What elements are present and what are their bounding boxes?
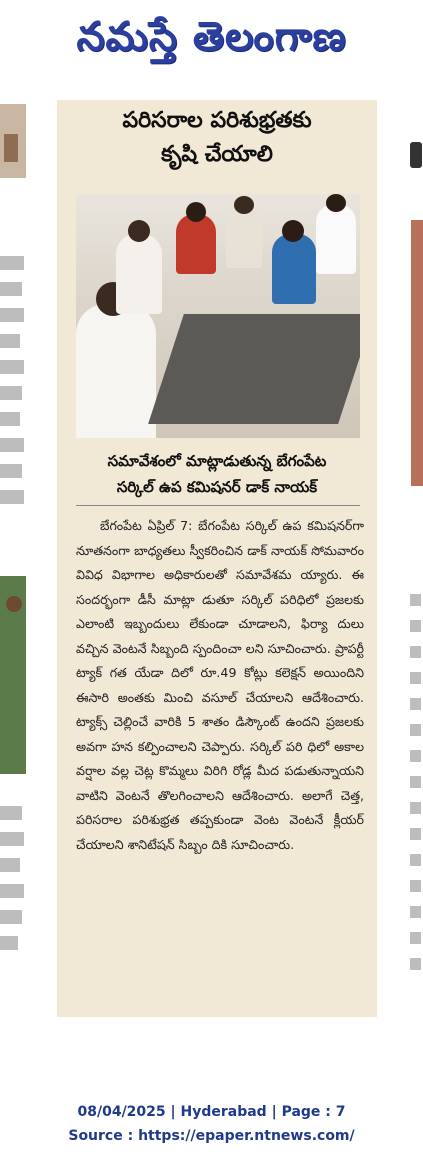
right-adjacent-photo bbox=[411, 220, 423, 486]
article-body: బేగంపేట ఏప్రిల్ 7: బేగంపేట సర్కిల్ ఉప కమిషనర్‌గా నూతనంగా బాధ్యతలు స్వీకరించిన డాక్ నాయక్ సోమవారం వివిధ విభాగాల అధికారులతో సమావేశమ య్యారు. ఈ సందర్భంగా డీసీ మాట్లా డుతూ సర్కిల్ పరిధిలో ప్రజలకు ఎలాంటి ఇబ్బందులు లేకుండా చూడాలని, ఫిర్యా దులు వచ్చిన వెంటనే సిబ్బంది స్పందించా లని సూచించారు. ప్రాపర్టీ ట్యాక్ గత యేడా దిలో రూ.49 కోట్లు కలెక్షన్ అయిందిని ఈసారి అంతకు మించి వసూల్ చేయాలని ఆదేశించారు. ట్యాక్స్ చెల్లించే వారికి 5 శాతం డిస్కౌంట్ ఉందని ప్రజలకు అవగా హన కల్పించాలని చెప్పారు. సర్కిల్ పరి ధిలో అకాల వర్షాల వల్ల చెట్ల కొమ్మలు విరిగి రోడ్ల మీద పడుతున్నాయని వాటిని వెంటనే తొలగించాలని ఆదేశించారు. అలాగే చెత్త, పరిసరాల పరిశుభ్రత తప్పకుండా వెంట వెంటనే క్లీయర్ చేయాలని శానిటేషన్ సిబ్బం దికి సూచించారు. bbox=[76, 518, 364, 852]
right-adjacent-column bbox=[408, 100, 423, 1000]
caption-line-1: సమావేశంలో మాట్లాడుతున్న బేగంపేట bbox=[107, 452, 327, 470]
meeting-photo bbox=[76, 194, 360, 438]
page-footer bbox=[0, 1100, 423, 1148]
caption-line-2: సర్కిల్ ఉప కమిషనర్ డాక్ నాయక్ bbox=[116, 478, 318, 496]
article-clipping bbox=[57, 100, 377, 1017]
left-adjacent-photo bbox=[0, 104, 26, 178]
masthead bbox=[0, 0, 423, 84]
divider bbox=[76, 505, 360, 506]
article-headline bbox=[57, 104, 377, 172]
newspaper-logo: నమస్తే తెలంగాణ bbox=[76, 14, 347, 60]
left-adjacent-photo-2 bbox=[0, 576, 26, 774]
headline-line-2: కృషి చేయాలి bbox=[161, 142, 273, 167]
left-adjacent-column bbox=[0, 90, 32, 1010]
footer-date-line: 08/04/2025 | Hyderabad | Page : 7 bbox=[77, 1104, 346, 1120]
headline-line-1: పరిసరాల పరిశుభ్రతకు bbox=[122, 108, 312, 133]
footer-source-link[interactable]: Source : https://epaper.ntnews.com/ bbox=[68, 1128, 355, 1144]
photo-caption bbox=[57, 448, 377, 500]
